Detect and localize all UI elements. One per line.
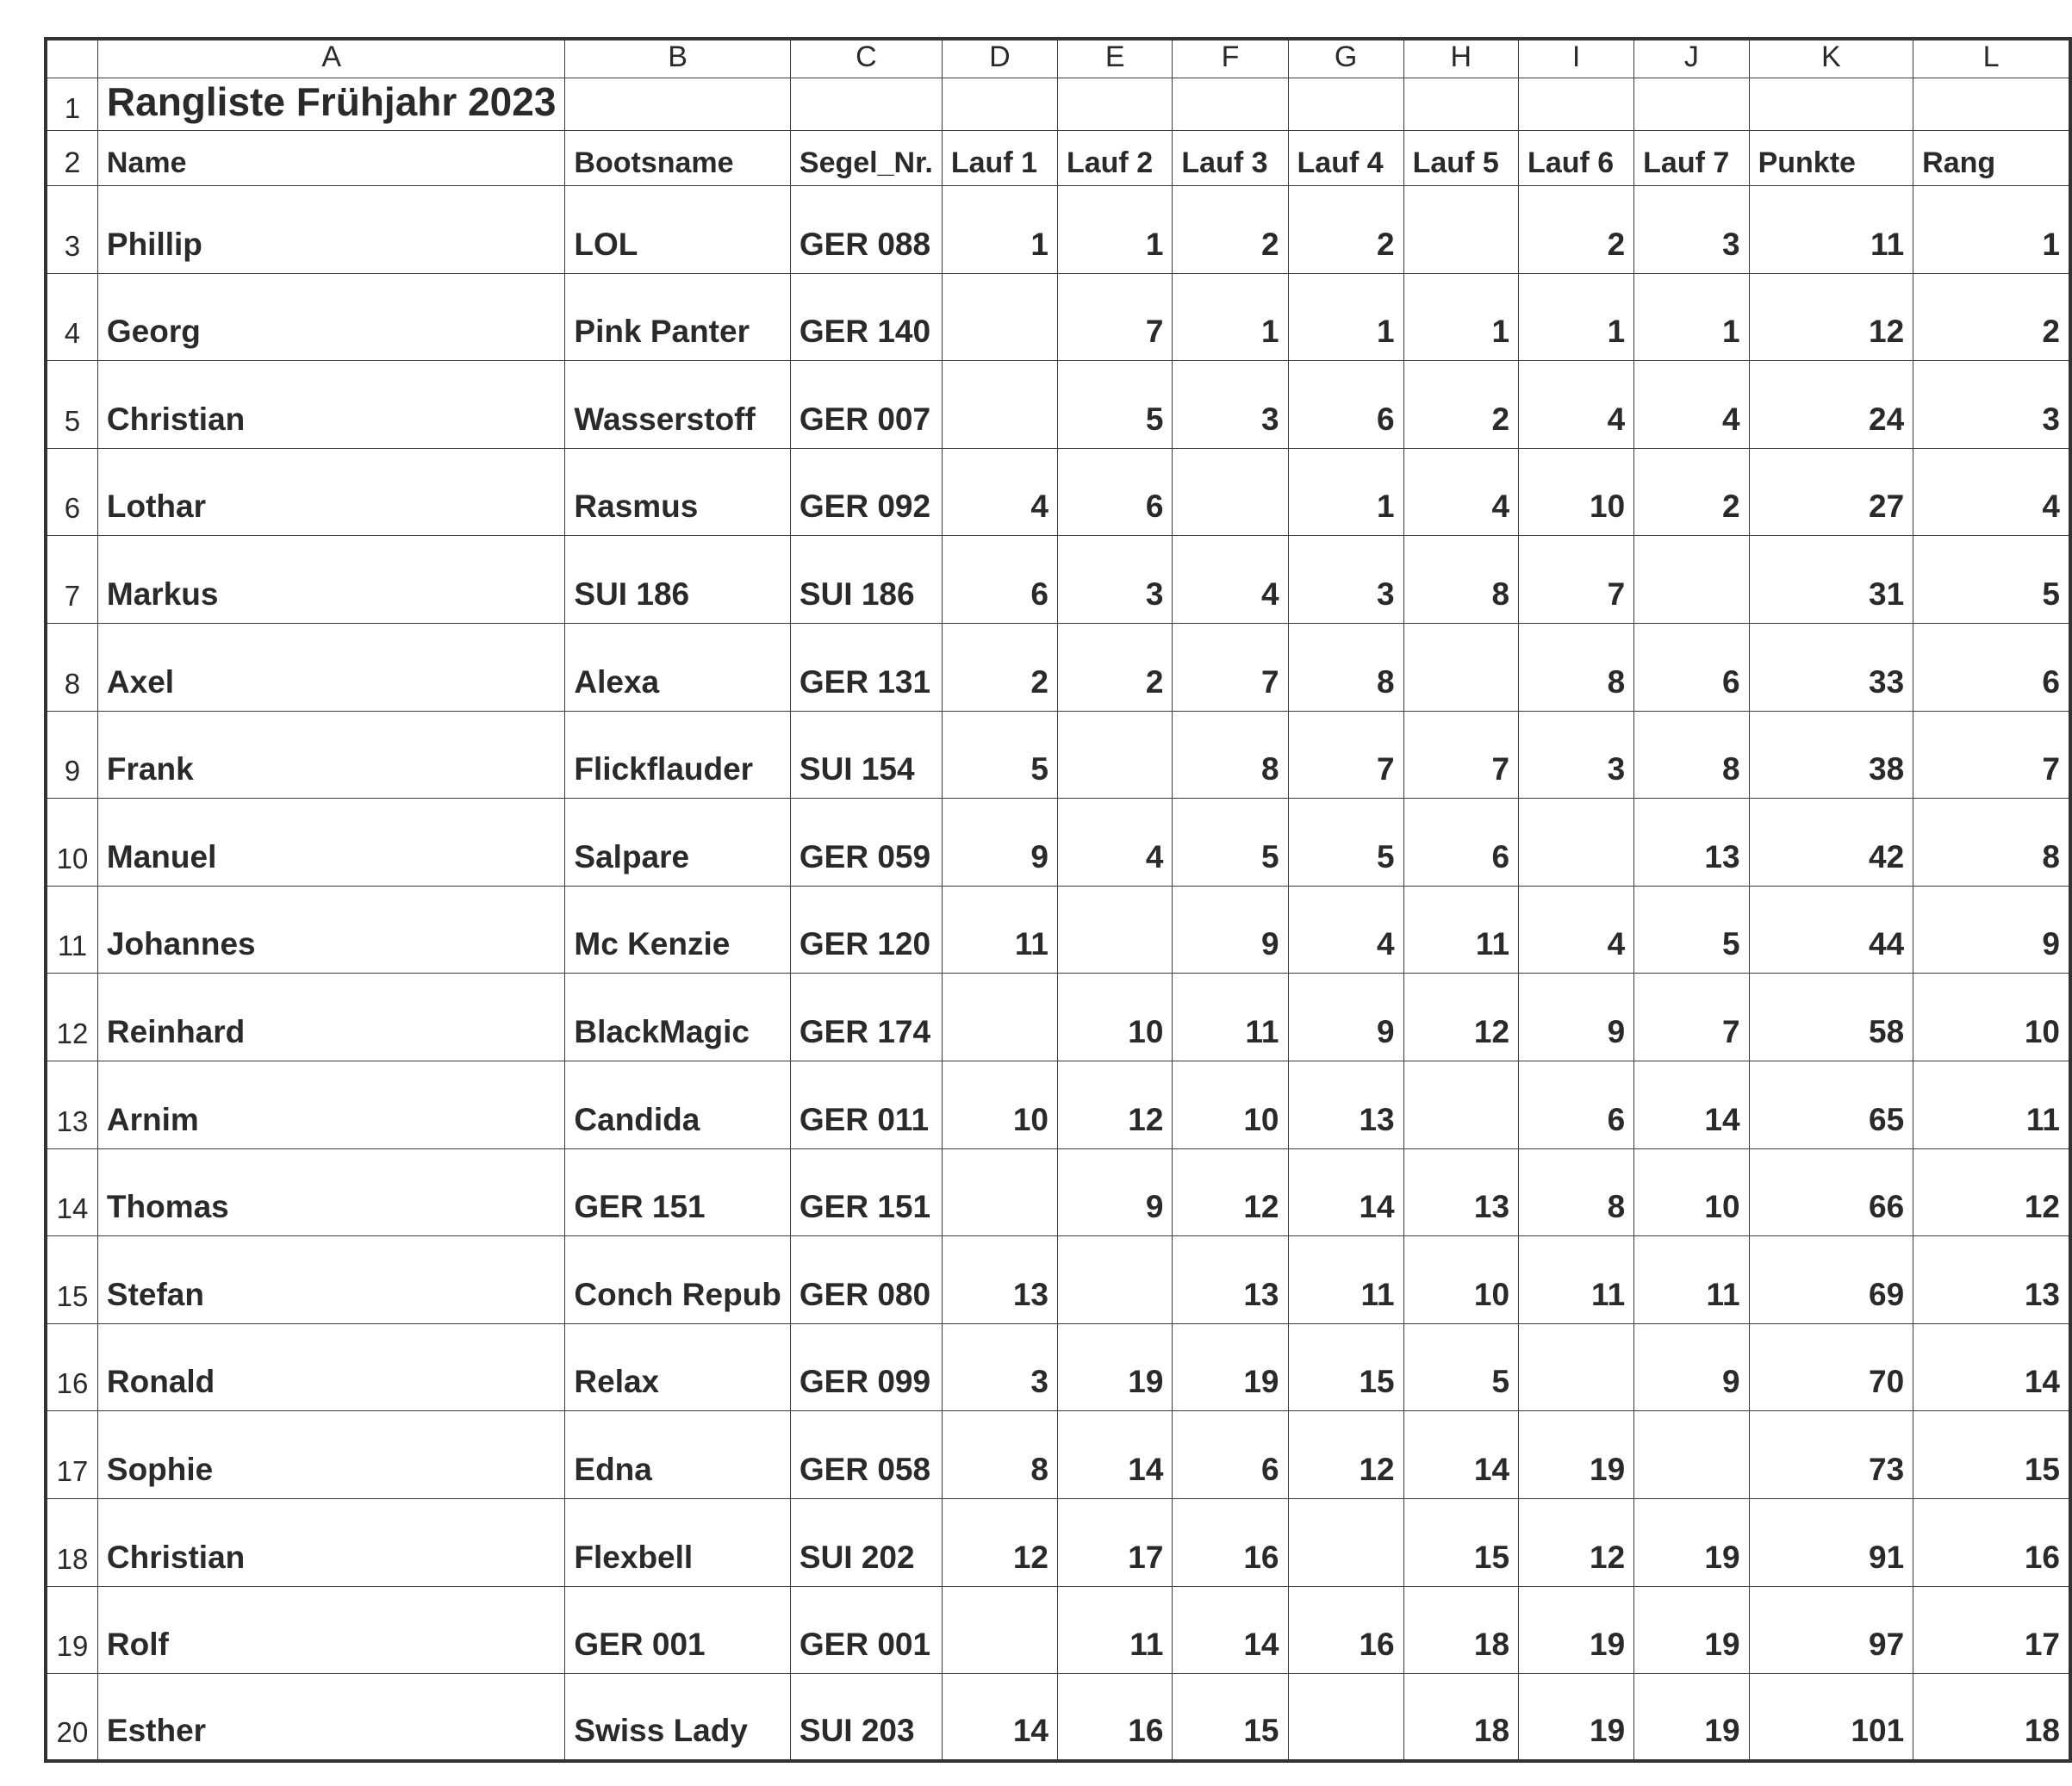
cell[interactable]: 19 — [1057, 1323, 1172, 1411]
row-header[interactable]: 1 — [46, 78, 97, 131]
table-row — [46, 799, 2070, 887]
cell[interactable] — [942, 1148, 1057, 1236]
cell[interactable]: 7 — [1634, 974, 1749, 1061]
cell[interactable]: 69 — [1749, 1236, 1913, 1324]
cell[interactable]: 16 — [1288, 1586, 1403, 1674]
cell[interactable]: 12 — [1913, 1148, 2070, 1236]
cell[interactable]: 3 — [1634, 186, 1749, 274]
cell[interactable]: Phillip — [97, 186, 565, 274]
cell[interactable]: 12 — [942, 1498, 1057, 1586]
cell[interactable]: Esther — [97, 1674, 565, 1762]
cell[interactable] — [942, 361, 1057, 449]
cell[interactable] — [1634, 1411, 1749, 1499]
cell[interactable]: 5 — [1173, 799, 1288, 887]
cell[interactable] — [1403, 78, 1518, 131]
cell[interactable]: 33 — [1749, 623, 1913, 711]
cell[interactable]: 5 — [1057, 361, 1172, 449]
table-row — [46, 1498, 2070, 1586]
cell[interactable]: 6 — [1057, 448, 1172, 536]
cell[interactable]: GER 131 — [790, 623, 942, 711]
cell[interactable]: 6 — [1913, 623, 2070, 711]
cell[interactable]: 9 — [1519, 974, 1634, 1061]
cell[interactable]: 18 — [1913, 1674, 2070, 1762]
cell[interactable]: SUI 186 — [565, 536, 790, 624]
cell[interactable]: 19 — [1634, 1498, 1749, 1586]
cell[interactable]: 4 — [1634, 361, 1749, 449]
cell[interactable]: GER 120 — [790, 886, 942, 974]
cell[interactable] — [942, 974, 1057, 1061]
column-header-row — [46, 39, 2070, 78]
column-header-i[interactable]: I — [1519, 39, 1634, 78]
table-row — [46, 1586, 2070, 1674]
cell[interactable]: Pink Panter — [565, 273, 790, 361]
cell[interactable] — [1288, 78, 1403, 131]
cell[interactable]: 9 — [1913, 886, 2070, 974]
column-header-d[interactable]: D — [942, 39, 1057, 78]
cell[interactable]: 66 — [1749, 1148, 1913, 1236]
cell[interactable]: 13 — [1913, 1236, 2070, 1324]
cell[interactable]: 19 — [1519, 1674, 1634, 1762]
row-header[interactable]: 19 — [46, 1586, 97, 1674]
row-header[interactable]: 17 — [46, 1411, 97, 1499]
column-header-a[interactable]: A — [97, 39, 565, 78]
row-header[interactable]: 20 — [46, 1674, 97, 1762]
cell[interactable]: 18 — [1403, 1586, 1518, 1674]
cell[interactable]: GER 058 — [790, 1411, 942, 1499]
cell[interactable]: GER 099 — [790, 1323, 942, 1411]
cell[interactable]: 15 — [1403, 1498, 1518, 1586]
cell[interactable]: Candida — [565, 1061, 790, 1148]
cell[interactable]: 8 — [1913, 799, 2070, 887]
cell[interactable] — [1749, 78, 1913, 131]
row-header[interactable]: 2 — [46, 131, 97, 186]
cell[interactable]: 1 — [1288, 273, 1403, 361]
cell[interactable]: 12 — [1519, 1498, 1634, 1586]
column-header-b[interactable]: B — [565, 39, 790, 78]
cell[interactable]: 11 — [1634, 1236, 1749, 1324]
cell[interactable]: 9 — [1634, 1323, 1749, 1411]
cell[interactable]: 6 — [1634, 623, 1749, 711]
cell[interactable]: GER 092 — [790, 448, 942, 536]
cell[interactable]: 14 — [942, 1674, 1057, 1762]
cell[interactable]: 10 — [1519, 448, 1634, 536]
cell[interactable]: 19 — [1634, 1586, 1749, 1674]
header-lauf-4[interactable]: Lauf 4 — [1288, 131, 1403, 186]
cell[interactable]: 2 — [1634, 448, 1749, 536]
cell[interactable]: 16 — [1913, 1498, 2070, 1586]
cell[interactable]: 6 — [1519, 1061, 1634, 1148]
cell[interactable]: Johannes — [97, 886, 565, 974]
cell[interactable]: Axel — [97, 623, 565, 711]
cell[interactable]: 24 — [1749, 361, 1913, 449]
cell[interactable]: GER 174 — [790, 974, 942, 1061]
cell[interactable]: 8 — [1403, 536, 1518, 624]
spreadsheet-grid — [44, 37, 2072, 1763]
cell[interactable]: Conch Repub — [565, 1236, 790, 1324]
cell[interactable]: 2 — [1913, 273, 2070, 361]
cell[interactable] — [1057, 78, 1172, 131]
cell[interactable]: 17 — [1913, 1586, 2070, 1674]
row-header[interactable]: 14 — [46, 1148, 97, 1236]
cell[interactable]: GER 088 — [790, 186, 942, 274]
cell[interactable]: 4 — [1288, 886, 1403, 974]
cell[interactable] — [1634, 536, 1749, 624]
cell[interactable]: Sophie — [97, 1411, 565, 1499]
cell[interactable]: 3 — [1913, 361, 2070, 449]
cell[interactable]: 5 — [942, 711, 1057, 799]
row-header[interactable]: 9 — [46, 711, 97, 799]
table-row — [46, 711, 2070, 799]
cell[interactable]: Mc Kenzie — [565, 886, 790, 974]
column-header-c[interactable]: C — [790, 39, 942, 78]
cell[interactable]: 7 — [1403, 711, 1518, 799]
cell[interactable] — [1403, 186, 1518, 274]
cell[interactable]: 14 — [1173, 1586, 1288, 1674]
cell[interactable]: Edna — [565, 1411, 790, 1499]
cell[interactable]: 4 — [1519, 886, 1634, 974]
cell[interactable]: 3 — [1057, 536, 1172, 624]
cell[interactable]: 1 — [1288, 448, 1403, 536]
cell[interactable]: SUI 154 — [790, 711, 942, 799]
cell[interactable]: 4 — [1519, 361, 1634, 449]
cell[interactable]: 10 — [1403, 1236, 1518, 1324]
cell[interactable]: 4 — [1913, 448, 2070, 536]
cell[interactable] — [1057, 886, 1172, 974]
cell[interactable] — [1288, 1498, 1403, 1586]
cell[interactable]: 1 — [1913, 186, 2070, 274]
cell[interactable]: 12 — [1173, 1148, 1288, 1236]
title-row — [46, 78, 2070, 131]
table-row — [46, 1148, 2070, 1236]
cell[interactable]: 5 — [1634, 886, 1749, 974]
cell[interactable]: 10 — [942, 1061, 1057, 1148]
cell[interactable]: Stefan — [97, 1236, 565, 1324]
cell[interactable]: 9 — [1057, 1148, 1172, 1236]
row-header[interactable]: 8 — [46, 623, 97, 711]
column-header-l[interactable]: L — [1913, 39, 2070, 78]
header-bootsname[interactable]: Bootsname — [565, 131, 790, 186]
column-header-f[interactable]: F — [1173, 39, 1288, 78]
cell[interactable]: 8 — [942, 1411, 1057, 1499]
table-row — [46, 623, 2070, 711]
cell[interactable]: 11 — [1173, 974, 1288, 1061]
cell[interactable]: Christian — [97, 361, 565, 449]
cell[interactable]: Wasserstoff — [565, 361, 790, 449]
column-header-e[interactable]: E — [1057, 39, 1172, 78]
table-row — [46, 974, 2070, 1061]
table-row — [46, 1061, 2070, 1148]
cell[interactable]: 97 — [1749, 1586, 1913, 1674]
cell[interactable] — [942, 78, 1057, 131]
cell[interactable]: Georg — [97, 273, 565, 361]
cell[interactable]: 2 — [942, 623, 1057, 711]
header-name[interactable]: Name — [97, 131, 565, 186]
cell[interactable]: 1 — [1057, 186, 1172, 274]
row-header[interactable]: 10 — [46, 799, 97, 887]
cell[interactable]: 13 — [1173, 1236, 1288, 1324]
cell[interactable] — [1288, 1674, 1403, 1762]
table-row — [46, 1411, 2070, 1499]
header-lauf-2[interactable]: Lauf 2 — [1057, 131, 1172, 186]
cell[interactable] — [1913, 78, 2070, 131]
header-segel-nr[interactable]: Segel_Nr. — [790, 131, 942, 186]
cell[interactable] — [565, 78, 790, 131]
cell[interactable]: 9 — [1173, 886, 1288, 974]
cell[interactable]: 18 — [1403, 1674, 1518, 1762]
header-punkte[interactable]: Punkte — [1749, 131, 1913, 186]
cell[interactable]: 2 — [1173, 186, 1288, 274]
cell[interactable] — [1173, 78, 1288, 131]
cell[interactable]: 14 — [1913, 1323, 2070, 1411]
cell[interactable]: 58 — [1749, 974, 1913, 1061]
cell[interactable]: 17 — [1057, 1498, 1172, 1586]
header-rang[interactable]: Rang — [1913, 131, 2070, 186]
cell[interactable] — [1057, 711, 1172, 799]
cell[interactable]: 10 — [1913, 974, 2070, 1061]
cell[interactable]: 19 — [1519, 1411, 1634, 1499]
cell[interactable]: 14 — [1634, 1061, 1749, 1148]
cell[interactable]: 19 — [1173, 1323, 1288, 1411]
cell[interactable]: 5 — [1403, 1323, 1518, 1411]
cell[interactable]: Rasmus — [565, 448, 790, 536]
cell[interactable]: 1 — [1519, 273, 1634, 361]
row-header[interactable]: 7 — [46, 536, 97, 624]
cell[interactable]: 7 — [1288, 711, 1403, 799]
cell[interactable]: Markus — [97, 536, 565, 624]
cell[interactable] — [1173, 448, 1288, 536]
cell[interactable]: 11 — [942, 886, 1057, 974]
header-lauf-3[interactable]: Lauf 3 — [1173, 131, 1288, 186]
cell[interactable]: 13 — [942, 1236, 1057, 1324]
cell[interactable]: 13 — [1634, 799, 1749, 887]
table-row — [46, 273, 2070, 361]
cell[interactable] — [1519, 1323, 1634, 1411]
cell[interactable]: Relax — [565, 1323, 790, 1411]
cell[interactable]: 6 — [1173, 1411, 1288, 1499]
cell[interactable]: SUI 202 — [790, 1498, 942, 1586]
cell[interactable]: 11 — [1519, 1236, 1634, 1324]
cell[interactable]: 14 — [1403, 1411, 1518, 1499]
cell[interactable]: 16 — [1173, 1498, 1288, 1586]
cell[interactable]: 27 — [1749, 448, 1913, 536]
cell[interactable]: 4 — [1173, 536, 1288, 624]
grid-body — [46, 39, 2070, 1761]
cell[interactable]: 16 — [1057, 1674, 1172, 1762]
cell[interactable]: 15 — [1913, 1411, 2070, 1499]
row-header[interactable]: 18 — [46, 1498, 97, 1586]
cell[interactable]: 12 — [1057, 1061, 1172, 1148]
cell[interactable]: 13 — [1403, 1148, 1518, 1236]
header-lauf-7[interactable]: Lauf 7 — [1634, 131, 1749, 186]
cell[interactable]: 2 — [1057, 623, 1172, 711]
cell[interactable] — [1519, 799, 1634, 887]
cell[interactable] — [1634, 78, 1749, 131]
cell[interactable]: 3 — [1173, 361, 1288, 449]
cell[interactable]: 9 — [1288, 974, 1403, 1061]
cell[interactable]: 42 — [1749, 799, 1913, 887]
cell[interactable]: 5 — [1913, 536, 2070, 624]
cell[interactable]: 1 — [942, 186, 1057, 274]
cell[interactable]: 7 — [1519, 536, 1634, 624]
cell[interactable]: SUI 186 — [790, 536, 942, 624]
row-header[interactable]: 4 — [46, 273, 97, 361]
cell[interactable] — [942, 1586, 1057, 1674]
cell[interactable]: 8 — [1634, 711, 1749, 799]
cell[interactable]: 12 — [1749, 273, 1913, 361]
column-header-g[interactable]: G — [1288, 39, 1403, 78]
cell[interactable]: 14 — [1057, 1411, 1172, 1499]
column-header-k[interactable]: K — [1749, 39, 1913, 78]
header-row — [46, 131, 2070, 186]
cell[interactable]: Christian — [97, 1498, 565, 1586]
cell[interactable]: 8 — [1519, 623, 1634, 711]
cell[interactable]: 7 — [1173, 623, 1288, 711]
cell[interactable]: 6 — [1403, 799, 1518, 887]
row-header[interactable]: 3 — [46, 186, 97, 274]
cell[interactable]: 15 — [1173, 1674, 1288, 1762]
cell[interactable]: 19 — [1519, 1586, 1634, 1674]
table-row — [46, 186, 2070, 274]
row-header[interactable]: 12 — [46, 974, 97, 1061]
cell[interactable] — [1403, 623, 1518, 711]
header-lauf-6[interactable]: Lauf 6 — [1519, 131, 1634, 186]
cell[interactable]: 3 — [1288, 536, 1403, 624]
cell[interactable]: GER 011 — [790, 1061, 942, 1148]
cell[interactable]: 10 — [1173, 1061, 1288, 1148]
cell[interactable]: GER 151 — [790, 1148, 942, 1236]
cell[interactable]: 6 — [1288, 361, 1403, 449]
cell[interactable]: 1 — [1634, 273, 1749, 361]
cell[interactable]: 73 — [1749, 1411, 1913, 1499]
cell[interactable]: 12 — [1403, 974, 1518, 1061]
cell[interactable] — [1519, 78, 1634, 131]
cell[interactable]: 1 — [1173, 273, 1288, 361]
cell[interactable] — [1403, 1061, 1518, 1148]
cell[interactable]: Rolf — [97, 1586, 565, 1674]
cell[interactable]: 7 — [1057, 273, 1172, 361]
sheet-title[interactable]: Rangliste Frühjahr 2023 — [97, 78, 565, 131]
cell[interactable]: 91 — [1749, 1498, 1913, 1586]
header-lauf-5[interactable]: Lauf 5 — [1403, 131, 1518, 186]
cell[interactable]: 31 — [1749, 536, 1913, 624]
cell[interactable]: GER 140 — [790, 273, 942, 361]
cell[interactable]: SUI 203 — [790, 1674, 942, 1762]
cell[interactable]: Alexa — [565, 623, 790, 711]
cell[interactable]: 65 — [1749, 1061, 1913, 1148]
table-row — [46, 361, 2070, 449]
cell[interactable]: 14 — [1288, 1148, 1403, 1236]
table-row — [46, 448, 2070, 536]
table-row — [46, 536, 2070, 624]
cell[interactable]: GER 001 — [565, 1586, 790, 1674]
cell[interactable]: 11 — [1403, 886, 1518, 974]
cell[interactable]: 3 — [942, 1323, 1057, 1411]
table-row — [46, 1323, 2070, 1411]
row-header[interactable]: 11 — [46, 886, 97, 974]
cell[interactable]: GER 001 — [790, 1586, 942, 1674]
cell[interactable]: Frank — [97, 711, 565, 799]
cell[interactable]: GER 151 — [565, 1148, 790, 1236]
row-header[interactable]: 6 — [46, 448, 97, 536]
header-lauf-1[interactable]: Lauf 1 — [942, 131, 1057, 186]
row-header[interactable]: 13 — [46, 1061, 97, 1148]
cell[interactable]: Arnim — [97, 1061, 565, 1148]
cell[interactable]: 10 — [1634, 1148, 1749, 1236]
row-header[interactable]: 15 — [46, 1236, 97, 1324]
cell[interactable]: 2 — [1288, 186, 1403, 274]
cell[interactable]: 44 — [1749, 886, 1913, 974]
cell[interactable]: Lothar — [97, 448, 565, 536]
cell[interactable]: BlackMagic — [565, 974, 790, 1061]
table-row — [46, 1236, 2070, 1324]
row-header[interactable]: 16 — [46, 1323, 97, 1411]
cell[interactable]: 101 — [1749, 1674, 1913, 1762]
cell[interactable] — [942, 273, 1057, 361]
cell[interactable]: 8 — [1519, 1148, 1634, 1236]
cell[interactable]: Manuel — [97, 799, 565, 887]
cell[interactable]: Reinhard — [97, 974, 565, 1061]
cell[interactable]: 38 — [1749, 711, 1913, 799]
cell[interactable]: 8 — [1173, 711, 1288, 799]
column-header-j[interactable]: J — [1634, 39, 1749, 78]
cell[interactable]: 4 — [942, 448, 1057, 536]
table-row — [46, 886, 2070, 974]
cell[interactable]: LOL — [565, 186, 790, 274]
cell[interactable]: GER 080 — [790, 1236, 942, 1324]
cell[interactable]: 9 — [942, 799, 1057, 887]
cell[interactable]: 11 — [1288, 1236, 1403, 1324]
cell[interactable]: 19 — [1634, 1674, 1749, 1762]
cell[interactable]: 15 — [1288, 1323, 1403, 1411]
corner-cell[interactable] — [46, 39, 97, 78]
cell[interactable]: 8 — [1288, 623, 1403, 711]
cell[interactable]: Swiss Lady — [565, 1674, 790, 1762]
cell[interactable]: Flickflauder — [565, 711, 790, 799]
cell[interactable]: 11 — [1749, 186, 1913, 274]
cell[interactable]: Flexbell — [565, 1498, 790, 1586]
cell[interactable]: Salpare — [565, 799, 790, 887]
cell[interactable] — [790, 78, 942, 131]
cell[interactable]: 3 — [1519, 711, 1634, 799]
column-header-h[interactable]: H — [1403, 39, 1518, 78]
cell[interactable]: GER 007 — [790, 361, 942, 449]
cell[interactable] — [1057, 1236, 1172, 1324]
cell[interactable]: 4 — [1403, 448, 1518, 536]
cell[interactable]: 2 — [1519, 186, 1634, 274]
cell[interactable]: Ronald — [97, 1323, 565, 1411]
cell[interactable]: 2 — [1403, 361, 1518, 449]
cell[interactable]: 11 — [1913, 1061, 2070, 1148]
cell[interactable]: 12 — [1288, 1411, 1403, 1499]
table-row — [46, 1674, 2070, 1762]
cell[interactable]: 5 — [1288, 799, 1403, 887]
cell[interactable]: 1 — [1403, 273, 1518, 361]
cell[interactable]: 11 — [1057, 1586, 1172, 1674]
cell[interactable]: GER 059 — [790, 799, 942, 887]
cell[interactable]: 70 — [1749, 1323, 1913, 1411]
cell[interactable]: 4 — [1057, 799, 1172, 887]
cell[interactable]: Thomas — [97, 1148, 565, 1236]
cell[interactable]: 10 — [1057, 974, 1172, 1061]
cell[interactable]: 13 — [1288, 1061, 1403, 1148]
cell[interactable]: 6 — [942, 536, 1057, 624]
row-header[interactable]: 5 — [46, 361, 97, 449]
cell[interactable]: 7 — [1913, 711, 2070, 799]
